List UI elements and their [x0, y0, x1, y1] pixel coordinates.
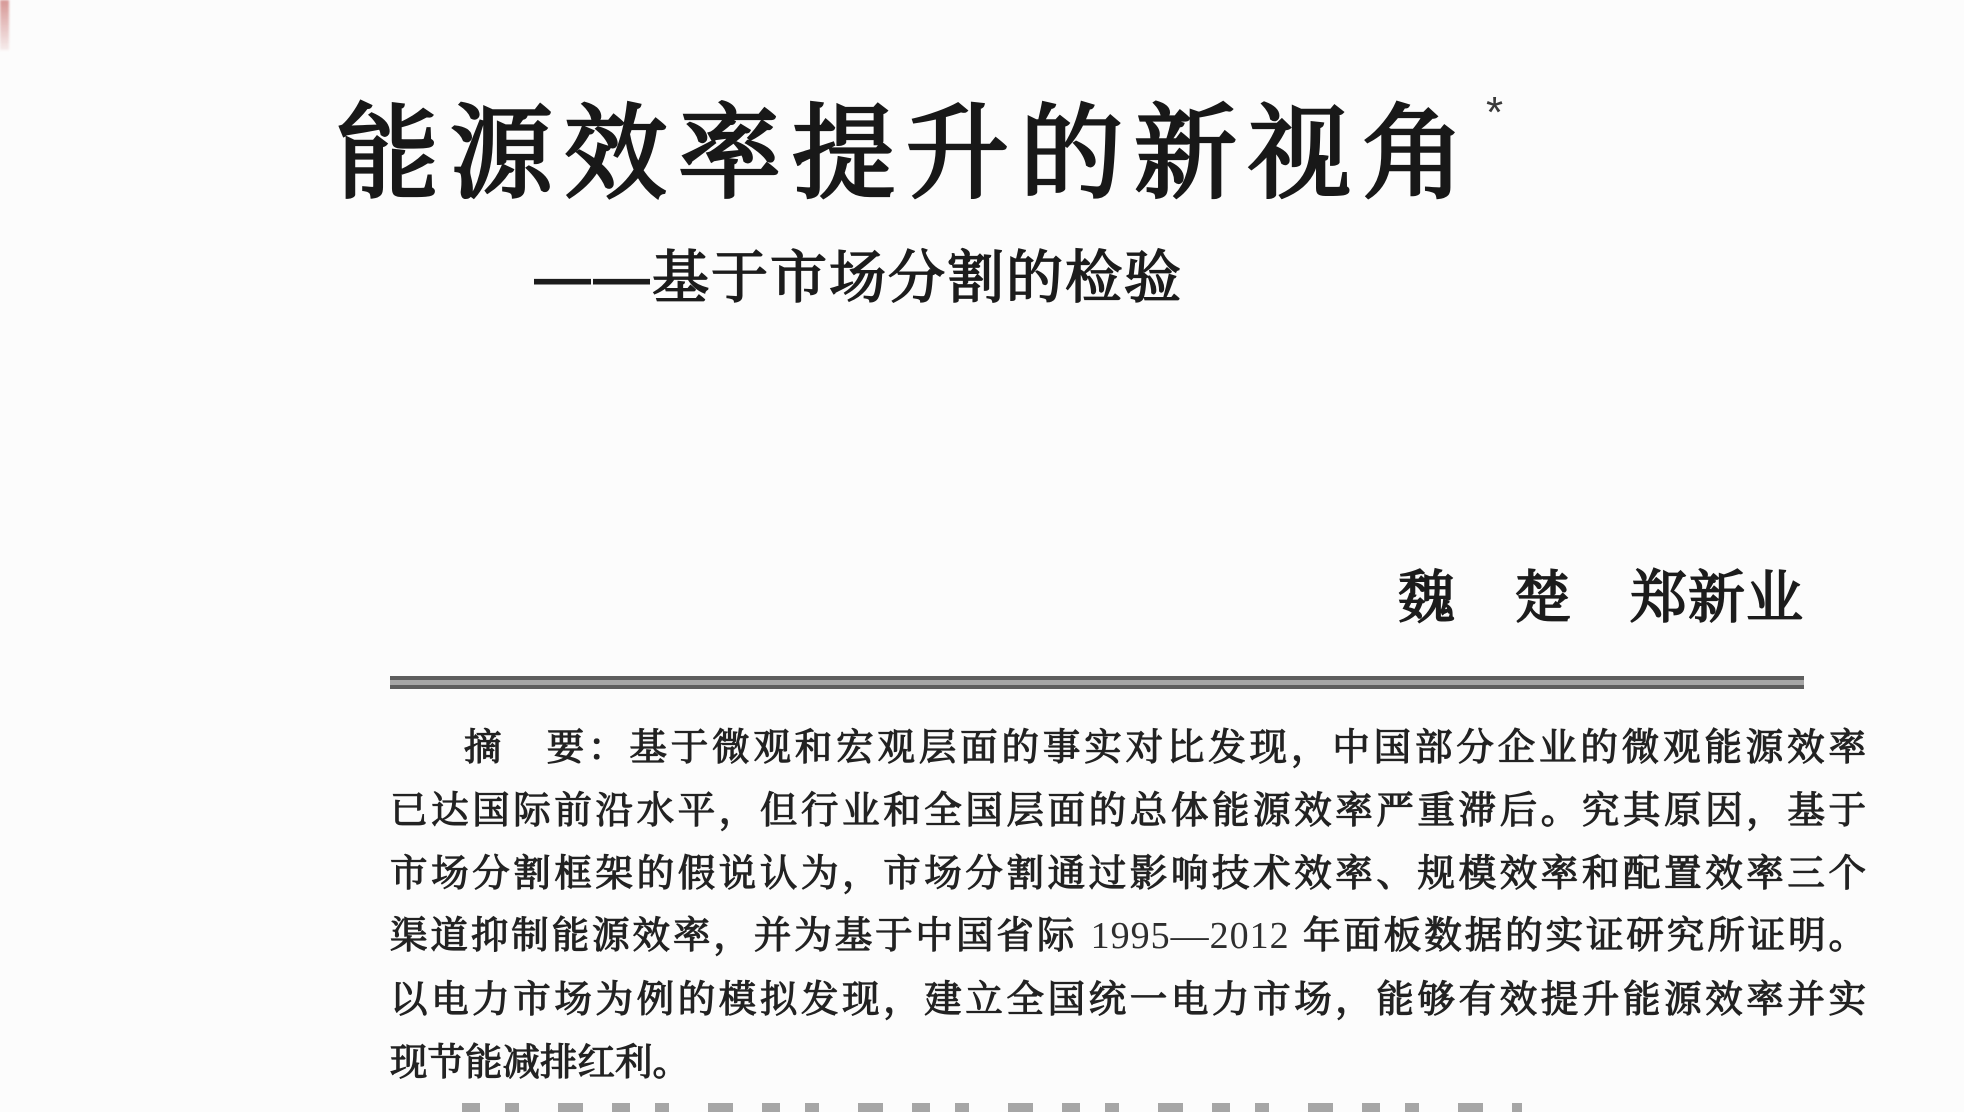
scan-artifact-mark — [0, 0, 9, 50]
author-names: 魏 楚 郑新业 — [1398, 567, 1804, 630]
abstract-line-3: 市场分割框架的假说认为，市场分割通过影响技术效率、规模效率和配置效率三个 — [390, 851, 1866, 894]
double-rule — [390, 676, 1804, 689]
abstract-block — [390, 716, 1866, 1094]
footnote-asterisk: * — [1486, 88, 1504, 137]
abstract-line-6: 现节能减排红利。 — [390, 1040, 690, 1083]
abstract-line-2: 已达国际前沿水平，但行业和全国层面的总体能源效率严重滞后。究其原因，基于 — [390, 788, 1866, 831]
abstract-year-range: 1995—2012 — [1090, 915, 1290, 958]
page-subtitle: ——基于市场分割的检验 — [534, 246, 1183, 310]
abstract-line-4-pre: 渠道抑制能源效率，并为基于中国省际 — [390, 914, 1091, 957]
page-title-text: 能源效率提升的新视角 — [336, 96, 1476, 211]
abstract-line-5: 以电力市场为例的模拟发现，建立全国统一电力市场，能够有效提升能源效率并实 — [390, 978, 1866, 1021]
page-title — [336, 88, 1503, 211]
abstract-line-4-post: 年面板数据的实证研究所证明。 — [1289, 914, 1867, 957]
abstract-line-4 — [390, 904, 1866, 968]
clipped-next-line-fragment — [462, 1103, 1522, 1112]
abstract-line-1: 摘 要：基于微观和宏观层面的事实对比发现，中国部分企业的微观能源效率 — [464, 726, 1866, 768]
rule-dark-band-bottom — [390, 685, 1804, 689]
